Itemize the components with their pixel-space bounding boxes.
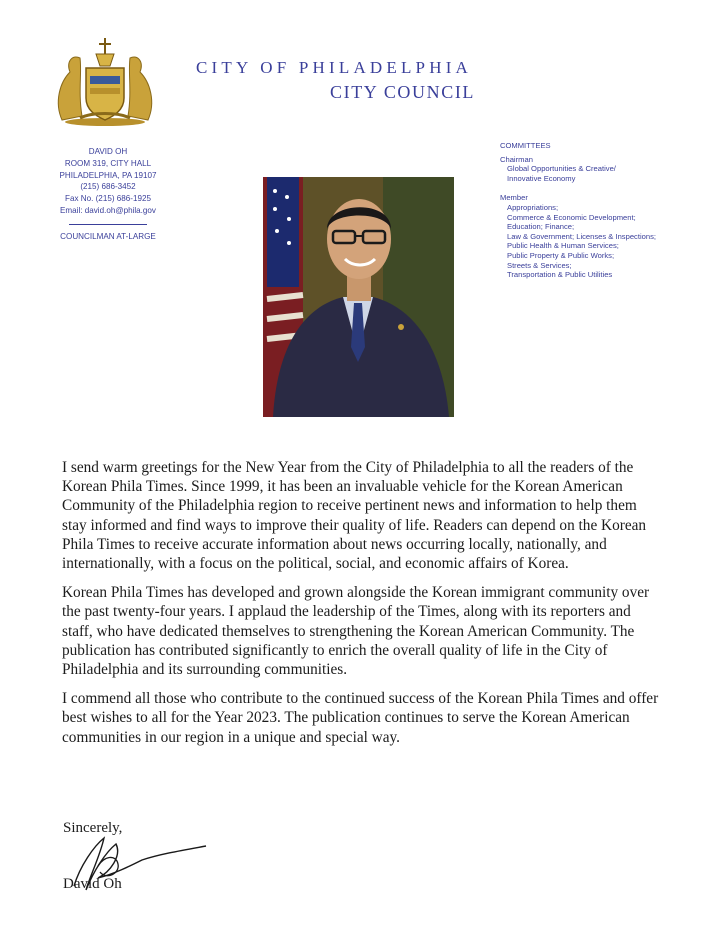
member-item: Public Health & Human Services; [507, 241, 619, 251]
committees-heading: COMMITTEES [500, 141, 551, 150]
letter-paragraph: Korean Phila Times has developed and grown alongside the Korean immigrant community over the past twenty-four years. I applaud the leadership of the Times, along with its reporters and staff, who have dedicated themselves to strengthening the Korean American Community. The publication has contributed significantly to enrich the overall quality of life in the City of Philadelphia and its surrounding communities. [62, 584, 650, 679]
header-council-title: CITY COUNCIL [330, 82, 476, 102]
chairman-item: Global Opportunities & Creative/ [507, 164, 616, 174]
member-item: Education; Finance; [507, 222, 575, 232]
member-item: Transportation & Public Utilities [507, 270, 613, 280]
header-city-title: CITY OF PHILADELPHIA [196, 58, 473, 77]
contact-city-state: PHILADELPHIA, PA 19107 [59, 170, 157, 180]
letter-paragraph: I send warm greetings for the New Year from the City of Philadelphia to all the readers of the Korean Phila Times. Since 1999, it has been an invaluable vehicle for the Korean American Community of the Philadelphia region to receive pertinent news and information to help them stay informed and find ways to improve their quality of life. Readers can depend on the Korean Phila Times to receive accurate information about news occurring locally, nationally, and internationally, with a focus on the political, social, and economic affairs of Korea. [62, 459, 647, 573]
member-item: Appropriations; [507, 202, 559, 212]
committees-block [500, 141, 715, 280]
contact-name: DAVID OH [88, 147, 128, 156]
portrait-photo [263, 177, 454, 417]
member-item: Law & Government; Licenses & Inspections; [507, 231, 656, 241]
letter-paragraph: I commend all those who contribute to the continued success of the Korean Phila Times and offer best wishes to all for the Year 2023. The publication continues to serve the Korean American communities in our region in a unique and special way. [62, 690, 659, 746]
contact-fax: Fax No. (215) 686-1925 [65, 194, 151, 204]
member-item: Streets & Services; [507, 260, 572, 270]
member-label: Member [500, 193, 528, 203]
chairman-label: Chairman [500, 154, 533, 164]
letter-body [62, 458, 660, 757]
member-item: Public Property & Public Works; [507, 250, 615, 260]
contact-room: ROOM 319, CITY HALL [64, 158, 152, 168]
contact-divider [69, 224, 147, 225]
contact-phone: (215) 686-3452 [80, 182, 136, 192]
contact-title: COUNCILMAN AT-LARGE [60, 231, 156, 241]
contact-block [48, 146, 168, 243]
portrait-illustration [263, 177, 454, 417]
signer-name: David Oh [63, 876, 122, 892]
member-item: Commerce & Economic Development; [507, 212, 636, 222]
letter-closing: Sincerely, [63, 820, 123, 836]
contact-email: Email: david.oh@phila.gov [60, 205, 156, 215]
chairman-item: Innovative Economy [507, 173, 576, 183]
city-seal-icon [52, 32, 158, 128]
